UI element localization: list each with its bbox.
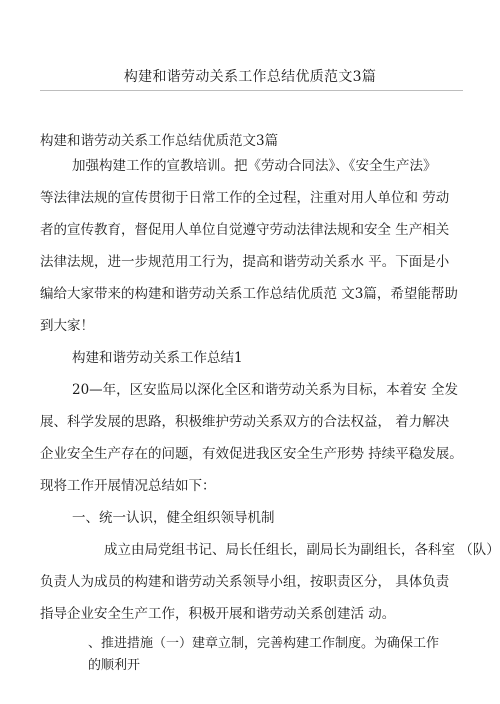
intro-line: 编给大家带来的构建和谐劳动关系工作总结优质范 文3篇，希望能帮助 [40,286,458,302]
intro-line: 加强构建工作的宣教培训。把《劳动合同法》、《安全生产法》 [72,158,437,174]
item-line: 负责人为成员的构建和谐劳动关系领导小组，按职责区分， 具体负责 [40,574,450,590]
section-line: 20—年，区安监局以深化全区和谐劳动关系为目标，本着安 全发 [72,382,458,398]
item-line: 、推进措施（一）建章立制，完善构建工作制度。为确保工作 [88,636,440,651]
item-line: 成立由局党组书记、局长任组长，副局长为副组长，各科室 （队） [104,542,500,558]
document-title: 构建和谐劳动关系工作总结优质范文3篇 [123,69,377,85]
section-line: 展、科学发展的思路，积极维护劳动关系双方的合法权益， 着力解决 [40,414,450,430]
section-line: 企业安全生产存在的问题，有效促进我区安全生产形势 持续平稳发展。 [40,446,463,462]
item-line: 指导企业安全生产工作，积极开展和谐劳动关系创建活 动。 [40,606,396,622]
intro-line: 到大家！ [40,318,94,334]
intro-line: 者的宣传教育，督促用人单位自觉遵守劳动法律法规和安全 生产相关 [40,222,450,238]
document-subtitle: 构建和谐劳动关系工作总结优质范文3篇 [40,133,279,149]
intro-line: 等法律法规的宣传贯彻于日常工作的全过程，注重对用人单位和 劳动 [40,190,450,206]
item-line: 的顺利开 [88,658,141,673]
item-heading: 一、统一认识，健全组织领导机制 [72,510,275,526]
intro-line: 法律法规，进一步规范用工行为，提高和谐劳动关系水 平。下面是小 [40,254,450,270]
section-heading: 构建和谐劳动关系工作总结1 [72,350,243,366]
section-line: 现将工作开展情况总结如下： [40,478,216,494]
title-divider [40,90,463,91]
